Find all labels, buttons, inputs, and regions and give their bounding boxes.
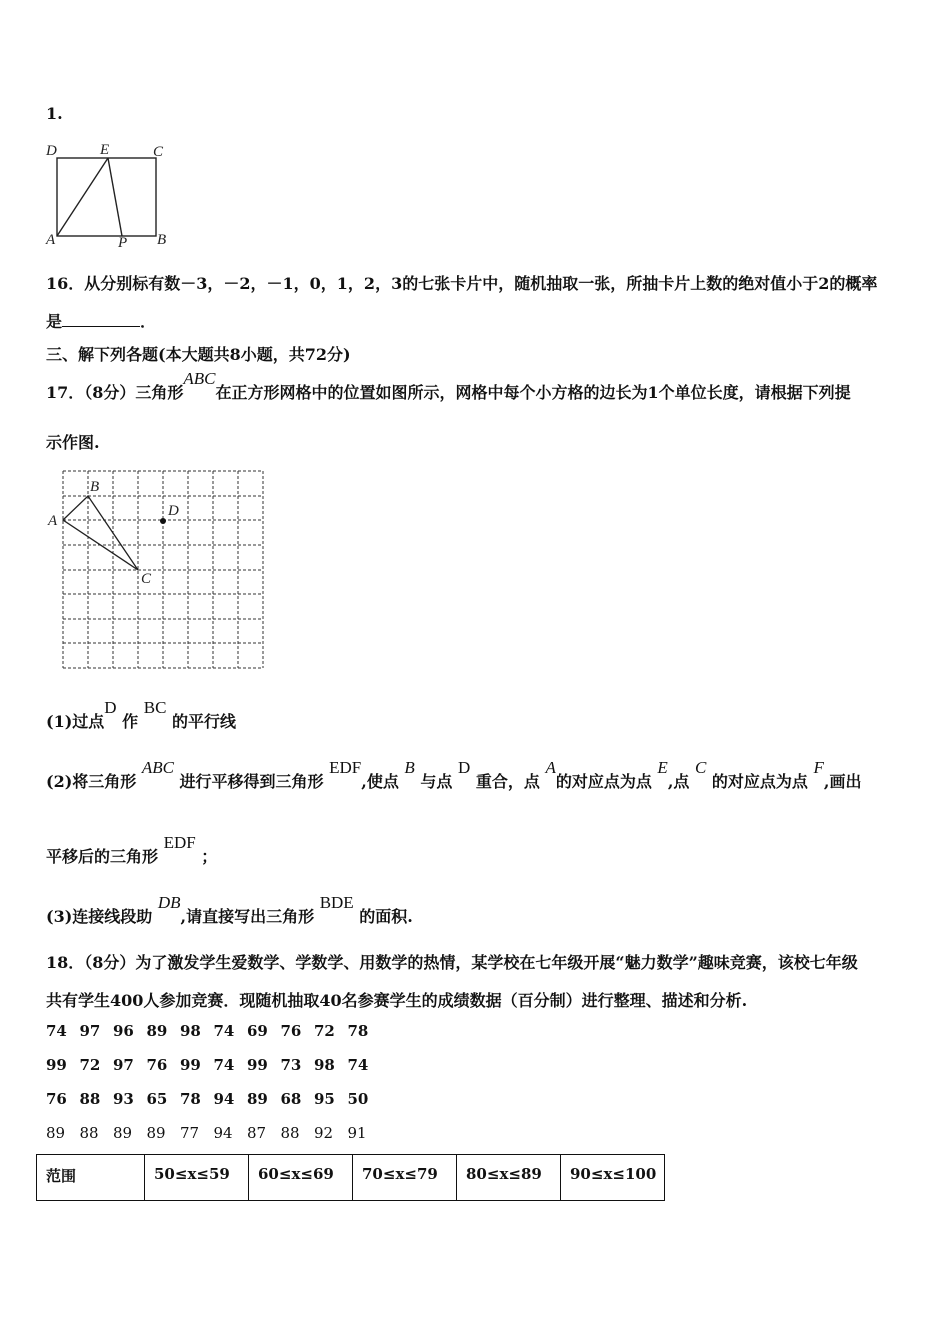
q17-line1: 17．（8分）三角形ABC在正方形网格中的位置如图所示，网格中每个小方格的边长为1个单位长度，请根据下列提 bbox=[46, 369, 851, 402]
score-row: 74 97 96 89 98 74 69 76 72 78 bbox=[46, 1022, 369, 1040]
question-number: 1. bbox=[46, 104, 63, 123]
range-table bbox=[36, 1154, 665, 1201]
range-cell: 70≤x≤79 bbox=[353, 1155, 457, 1201]
q17-part3: (3)连接线段助 DB,请直接写出三角形 BDE 的面积. bbox=[46, 893, 413, 926]
answer-blank bbox=[62, 312, 140, 327]
q17-part2: (2)将三角形 ABC 进行平移得到三角形 EDF,使点 B 与点 D 重合，点 A的对应点为点 E,点 C 的对应点为点 F,画出 bbox=[46, 758, 862, 791]
q16-line2: 是 ． bbox=[46, 312, 157, 331]
range-cell: 80≤x≤89 bbox=[457, 1155, 561, 1201]
label-B: B bbox=[157, 232, 167, 248]
q17-part2-cont: 平移后的三角形 EDF ； bbox=[46, 833, 218, 866]
score-row: 99 72 97 76 99 74 99 73 98 74 bbox=[46, 1056, 369, 1074]
rectangle-figure bbox=[40, 138, 180, 250]
label-C: C bbox=[153, 144, 164, 160]
label-A: A bbox=[46, 232, 56, 248]
grid-label-A: A bbox=[48, 513, 58, 529]
grid-figure bbox=[44, 466, 270, 676]
score-row: 76 88 93 65 78 94 89 68 95 50 bbox=[46, 1090, 369, 1108]
label-E: E bbox=[100, 142, 110, 158]
label-P: P bbox=[118, 235, 128, 250]
range-header: 范围 bbox=[37, 1155, 145, 1201]
q17-part1: (1)过点D 作 BC 的平行线 bbox=[46, 698, 237, 731]
q18-line1: 18．（8分）为了激发学生爱数学、学数学、用数学的热情，某学校在七年级开展“魅力数学”趣味竞赛，该校七年级 bbox=[46, 953, 858, 972]
grid-label-B: B bbox=[90, 479, 100, 495]
score-row: 89 88 89 89 77 94 87 88 92 91 bbox=[46, 1124, 367, 1142]
grid-label-C: C bbox=[141, 571, 152, 587]
range-cell: 90≤x≤100 bbox=[561, 1155, 665, 1201]
grid-label-D: D bbox=[168, 503, 179, 519]
math-abc: ABC bbox=[183, 369, 216, 388]
q18-line2: 共有学生400人参加竞赛．现随机抽取40名参赛学生的成绩数据（百分制）进行整理、描述和分析. bbox=[46, 991, 748, 1010]
q17-line2: 示作图. bbox=[46, 433, 100, 452]
range-cell: 60≤x≤69 bbox=[249, 1155, 353, 1201]
q16-line1: 16．从分别标有数－3，－2，－1，0，1，2，3的七张卡片中，随机抽取一张，所抽卡片上数的绝对值小于2的概率 bbox=[46, 274, 878, 293]
section-heading: 三、解下列各题(本大题共8小题，共72分) bbox=[46, 345, 351, 364]
range-cell: 50≤x≤59 bbox=[145, 1155, 249, 1201]
label-D: D bbox=[46, 143, 57, 159]
